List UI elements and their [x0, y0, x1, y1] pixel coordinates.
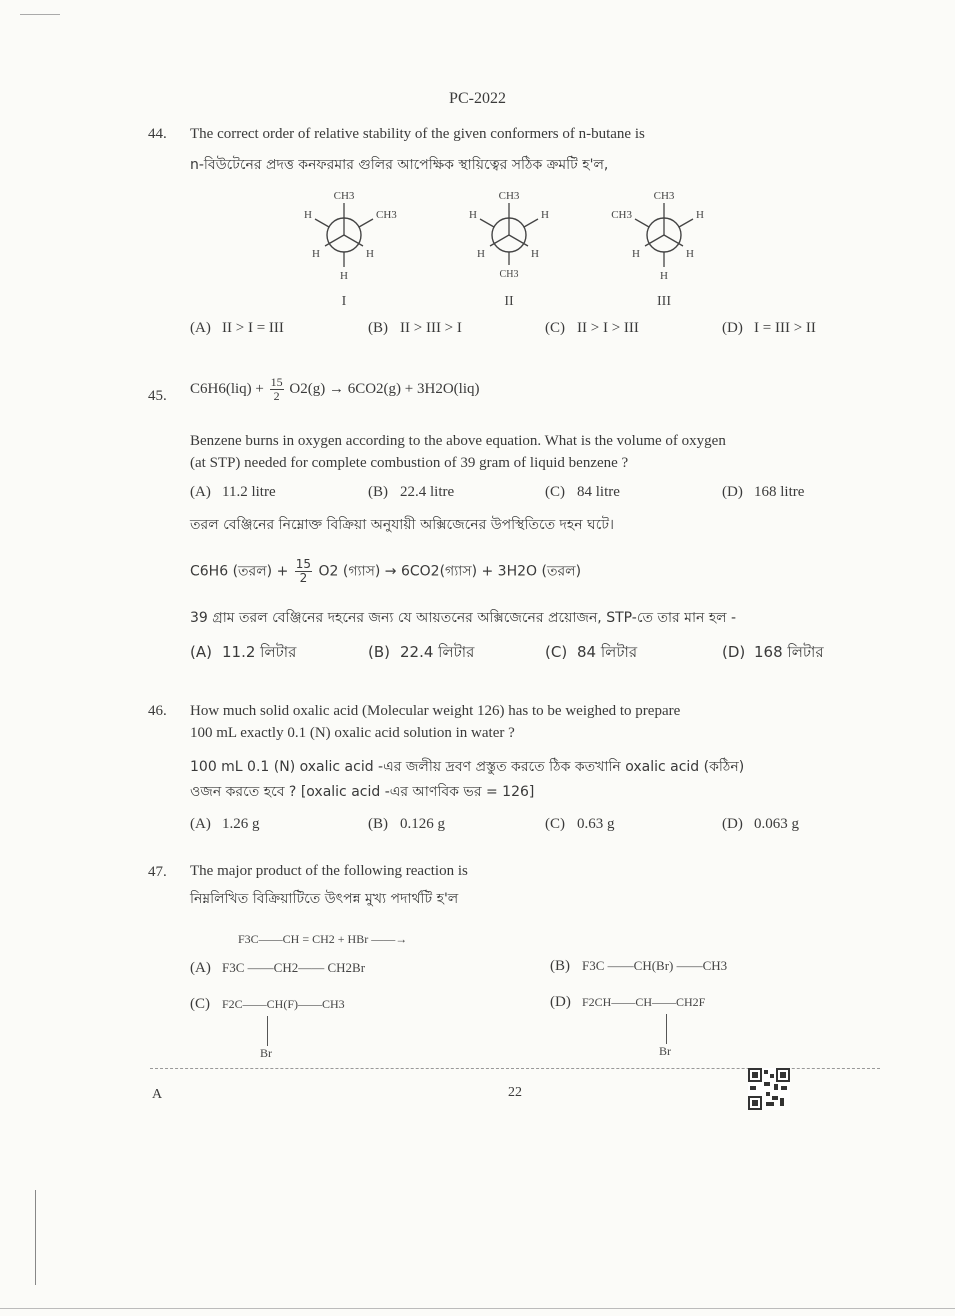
- conf1-bottom: H: [340, 270, 348, 282]
- q45-equation-en: C6H6(liq) + $\frac{15}{2}$ O2(g) → 6CO2(g) + 3H2O(liq): [190, 375, 480, 403]
- qr-code-icon: [748, 1068, 790, 1110]
- q45-option-b-en[interactable]: (B) 22.4 litre: [368, 484, 455, 500]
- q45-option-d-bn[interactable]: (D) 168 লিটার: [722, 643, 824, 661]
- q46-text-en-1: How much solid oxalic acid (Molecular weight 126) has to be weighed to prepare: [190, 703, 681, 719]
- conf3-lr: H: [686, 248, 694, 260]
- newman-projections: [290, 185, 730, 313]
- scan-edge-mark: [35, 1190, 36, 1285]
- set-code: A: [152, 1087, 163, 1102]
- q45-text-en-2: (at STP) needed for complete combustion of 39 gram of liquid benzene ?: [190, 455, 629, 471]
- q44-option-d[interactable]: (D) I = III > II: [722, 320, 816, 336]
- q46-text-bn-2: ওজন করতে হবে ? [oxalic acid -এর আণবিক ভর = 126]: [190, 784, 535, 800]
- q44-text-bn: n-বিউটেনের প্রদত্ত কনফরমার গুলির আপেক্ষিক স্থায়িত্বের সঠিক ক্রমটি হ'ল,: [190, 157, 609, 173]
- q47-c-br: Br: [260, 1046, 272, 1060]
- q44-option-b[interactable]: (B) II > III > I: [368, 320, 462, 336]
- page-number: 22: [508, 1085, 522, 1100]
- q46-option-d[interactable]: (D) 0.063 g: [722, 816, 799, 832]
- q45-option-a-bn[interactable]: (A) 11.2 লিটার: [190, 643, 297, 661]
- conf1-ul: H: [304, 209, 312, 221]
- newman-conformer-3: [611, 190, 704, 309]
- scan-bottom-edge: [0, 1308, 955, 1309]
- conf2-ul: H: [469, 209, 477, 221]
- q45-number: 45.: [148, 388, 167, 404]
- q45-option-c-bn[interactable]: (C) 84 লিটার: [545, 643, 638, 661]
- conf1-label: I: [341, 294, 347, 309]
- conf3-top: CH3: [653, 190, 675, 202]
- q47-number: 47.: [148, 864, 167, 880]
- conf1-top: CH3: [333, 190, 355, 202]
- q46-text-bn-1: 100 mL 0.1 (N) oxalic acid -এর জলীয় দ্রবণ প্রস্তুত করতে ঠিক কতখানি oxalic acid (কঠিন): [190, 759, 745, 775]
- conf3-ur: H: [696, 209, 704, 221]
- q47-option-d[interactable]: (D) F2CH——CH——CH2F: [550, 994, 706, 1010]
- conf2-label: II: [504, 294, 514, 309]
- conf1-lr: H: [366, 248, 374, 260]
- scan-corner-mark: [20, 14, 60, 15]
- q47-reaction: F3C——CH = CH2 + HBr ——→: [238, 932, 408, 946]
- conf1-ll: H: [312, 248, 320, 260]
- conf1-ur: CH3: [376, 209, 397, 221]
- paper-code: PC-2022: [449, 90, 506, 107]
- conf2-top: CH3: [498, 190, 520, 202]
- q47-option-b[interactable]: (B) F3C ——CH(Br) ——CH3: [550, 958, 728, 974]
- conf2-bottom: CH3: [499, 269, 519, 280]
- q47-option-c[interactable]: (C) F2C——CH(F)——CH3: [190, 996, 345, 1012]
- q44-option-c[interactable]: (C) II > I > III: [545, 320, 639, 336]
- conf3-label: III: [657, 294, 671, 309]
- conf2-lr: H: [531, 248, 539, 260]
- q47-d-br: Br: [659, 1044, 671, 1058]
- conf2-ur: H: [541, 209, 549, 221]
- newman-conformer-2: [469, 190, 549, 309]
- q45-text-bn-2: 39 গ্রাম তরল বেঞ্জিনের দহনের জন্য যে আয়তনের অক্সিজেনের প্রয়োজন, STP-তে তার মান হল -: [190, 610, 737, 626]
- newman-conformer-1: [304, 190, 397, 309]
- q47-d-bond: [666, 1014, 667, 1044]
- q46-option-b[interactable]: (B) 0.126 g: [368, 816, 445, 832]
- q46-number: 46.: [148, 703, 167, 719]
- q44-option-a[interactable]: (A) II > I = III: [190, 320, 284, 336]
- conf3-ll: H: [632, 248, 640, 260]
- q45-text-en-1: Benzene burns in oxygen according to the above equation. What is the volume of oxygen: [190, 433, 726, 449]
- q47-c-bond: [267, 1016, 268, 1046]
- q47-option-a[interactable]: (A) F3C ——CH2—— CH2Br: [190, 960, 366, 976]
- q44-number: 44.: [148, 126, 167, 142]
- q46-text-en-2: 100 mL exactly 0.1 (N) oxalic acid solution in water ?: [190, 725, 515, 741]
- q44-text-en: The correct order of relative stability of the given conformers of n-butane is: [190, 126, 645, 142]
- q46-option-c[interactable]: (C) 0.63 g: [545, 816, 615, 832]
- q46-option-a[interactable]: (A) 1.26 g: [190, 816, 260, 832]
- q45-text-bn-1: তরল বেঞ্জিনের নিম্নোক্ত বিক্রিয়া অনুযায়ী অক্সিজেনের উপস্থিতিতে দহন ঘটে।: [190, 517, 614, 533]
- conf3-ul: CH3: [611, 209, 632, 221]
- q45-option-c-en[interactable]: (C) 84 litre: [545, 484, 620, 500]
- q45-option-b-bn[interactable]: (B) 22.4 লিটার: [368, 643, 475, 661]
- q47-text-bn: নিম্নলিখিত বিক্রিয়াটিতে উৎপন্ন মুখ্য পদার্থটি হ'ল: [190, 891, 459, 907]
- q45-option-a-en[interactable]: (A) 11.2 litre: [190, 484, 276, 500]
- q47-text-en: The major product of the following reaction is: [190, 863, 468, 879]
- q45-option-d-en[interactable]: (D) 168 litre: [722, 484, 805, 500]
- q45-equation-bn: C6H6 (তরল) + $\frac{15}{2}$ O2 (গ্যাস) → 6CO2(গ্যাস) + 3H2O (তরল): [190, 557, 582, 585]
- conf3-bottom: H: [660, 270, 668, 282]
- conf2-ll: H: [477, 248, 485, 260]
